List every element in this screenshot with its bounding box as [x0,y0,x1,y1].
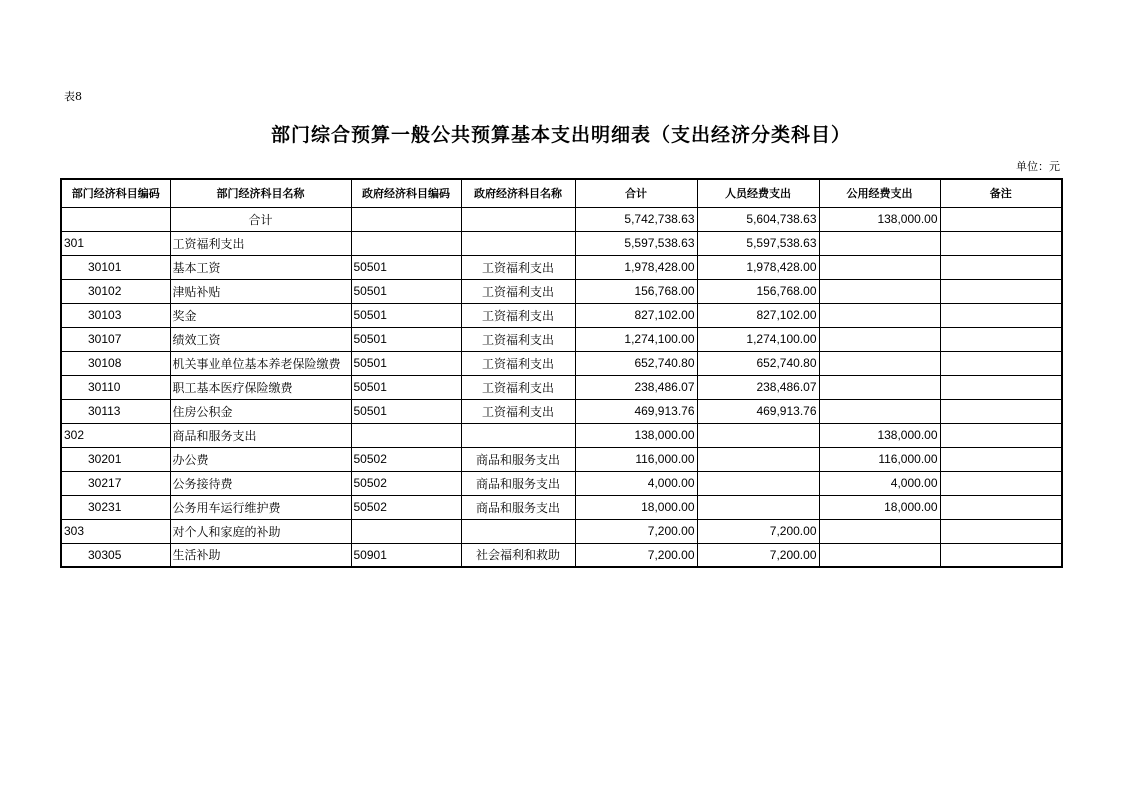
personnel-cell: 7,200.00 [697,543,819,567]
personnel-cell: 5,604,738.63 [697,207,819,231]
dept-code-cell: 30305 [61,543,170,567]
header-dept-code: 部门经济科目编码 [61,179,170,207]
gov-code-cell [351,207,461,231]
note-cell [940,351,1062,375]
table-row [61,519,1062,543]
note-cell [940,423,1062,447]
dept-name-cell: 办公费 [170,447,351,471]
dept-code-cell: 30217 [61,471,170,495]
personnel-cell: 652,740.80 [697,351,819,375]
total-cell: 7,200.00 [575,543,697,567]
gov-code-cell: 50502 [351,447,461,471]
header-dept-name: 部门经济科目名称 [170,179,351,207]
dept-name-cell: 机关事业单位基本养老保险缴费 [170,351,351,375]
note-cell [940,327,1062,351]
dept-code-cell: 30110 [61,375,170,399]
public-cell: 18,000.00 [819,495,940,519]
note-cell [940,495,1062,519]
table-row [61,279,1062,303]
total-cell: 1,978,428.00 [575,255,697,279]
dept-name-cell: 绩效工资 [170,327,351,351]
personnel-cell: 238,486.07 [697,375,819,399]
note-cell [940,471,1062,495]
dept-name-cell: 津贴补贴 [170,279,351,303]
page-title: 部门综合预算一般公共预算基本支出明细表（支出经济分类科目） [270,124,851,146]
gov-code-cell [351,519,461,543]
gov-name-cell: 工资福利支出 [461,279,575,303]
dept-name-cell: 住房公积金 [170,399,351,423]
gov-name-cell: 工资福利支出 [461,399,575,423]
dept-name-cell: 职工基本医疗保险缴费 [170,375,351,399]
table-header-row [61,179,1062,207]
note-cell [940,279,1062,303]
note-cell [940,519,1062,543]
public-cell [819,375,940,399]
dept-code-cell: 301 [61,231,170,255]
expense-table [60,178,1063,568]
personnel-cell [697,423,819,447]
public-cell: 138,000.00 [819,423,940,447]
dept-code-cell: 30113 [61,399,170,423]
table-row [61,231,1062,255]
total-cell: 7,200.00 [575,519,697,543]
dept-name-cell: 商品和服务支出 [170,423,351,447]
total-cell: 18,000.00 [575,495,697,519]
personnel-cell [697,471,819,495]
personnel-cell: 5,597,538.63 [697,231,819,255]
dept-code-cell: 30231 [61,495,170,519]
table-row [61,495,1062,519]
personnel-cell: 1,978,428.00 [697,255,819,279]
gov-name-cell [461,519,575,543]
total-cell: 652,740.80 [575,351,697,375]
gov-code-cell: 50502 [351,471,461,495]
total-cell: 238,486.07 [575,375,697,399]
dept-name-cell: 公务用车运行维护费 [170,495,351,519]
public-cell [819,519,940,543]
public-cell [819,327,940,351]
header-gov-code: 政府经济科目编码 [351,179,461,207]
gov-name-cell [461,207,575,231]
public-cell [819,231,940,255]
header-personnel: 人员经费支出 [697,179,819,207]
dept-code-cell: 30101 [61,255,170,279]
table-row [61,447,1062,471]
personnel-cell [697,495,819,519]
total-cell: 5,742,738.63 [575,207,697,231]
table-row [61,399,1062,423]
public-cell [819,543,940,567]
public-cell [819,399,940,423]
dept-name-cell: 合计 [170,207,351,231]
note-cell [940,447,1062,471]
header-note: 备注 [940,179,1062,207]
unit-label: 单位：元 [1016,160,1060,173]
dept-name-cell: 基本工资 [170,255,351,279]
total-cell: 469,913.76 [575,399,697,423]
table-row [61,543,1062,567]
table-number: 表8 [64,90,82,103]
dept-code-cell: 30107 [61,327,170,351]
public-cell [819,303,940,327]
gov-code-cell: 50501 [351,255,461,279]
public-cell [819,351,940,375]
dept-name-cell: 公务接待费 [170,471,351,495]
gov-name-cell: 商品和服务支出 [461,447,575,471]
total-cell: 1,274,100.00 [575,327,697,351]
gov-code-cell: 50502 [351,495,461,519]
gov-code-cell: 50901 [351,543,461,567]
public-cell [819,279,940,303]
gov-code-cell [351,231,461,255]
gov-name-cell [461,423,575,447]
table-row [61,375,1062,399]
total-cell: 156,768.00 [575,279,697,303]
note-cell [940,255,1062,279]
note-cell [940,399,1062,423]
table-row [61,255,1062,279]
dept-name-cell: 奖金 [170,303,351,327]
dept-code-cell: 30103 [61,303,170,327]
total-cell: 5,597,538.63 [575,231,697,255]
public-cell: 138,000.00 [819,207,940,231]
personnel-cell: 469,913.76 [697,399,819,423]
dept-code-cell: 302 [61,423,170,447]
table-row [61,303,1062,327]
note-cell [940,375,1062,399]
total-cell: 4,000.00 [575,471,697,495]
gov-name-cell: 工资福利支出 [461,351,575,375]
table-row [61,327,1062,351]
gov-name-cell: 社会福利和救助 [461,543,575,567]
gov-code-cell [351,423,461,447]
header-public: 公用经费支出 [819,179,940,207]
table-row [61,351,1062,375]
personnel-cell: 827,102.00 [697,303,819,327]
gov-name-cell: 工资福利支出 [461,375,575,399]
gov-code-cell: 50501 [351,375,461,399]
public-cell: 4,000.00 [819,471,940,495]
dept-name-cell: 工资福利支出 [170,231,351,255]
total-cell: 116,000.00 [575,447,697,471]
dept-name-cell: 对个人和家庭的补助 [170,519,351,543]
dept-code-cell: 30201 [61,447,170,471]
dept-code-cell: 303 [61,519,170,543]
note-cell [940,303,1062,327]
gov-name-cell: 商品和服务支出 [461,495,575,519]
gov-name-cell: 工资福利支出 [461,327,575,351]
gov-code-cell: 50501 [351,399,461,423]
gov-name-cell: 工资福利支出 [461,255,575,279]
public-cell [819,255,940,279]
personnel-cell: 156,768.00 [697,279,819,303]
gov-code-cell: 50501 [351,327,461,351]
total-cell: 138,000.00 [575,423,697,447]
dept-name-cell: 生活补助 [170,543,351,567]
gov-name-cell [461,231,575,255]
header-gov-name: 政府经济科目名称 [461,179,575,207]
dept-code-cell: 30108 [61,351,170,375]
table-row [61,423,1062,447]
personnel-cell [697,447,819,471]
note-cell [940,543,1062,567]
header-total: 合计 [575,179,697,207]
table-row [61,471,1062,495]
public-cell: 116,000.00 [819,447,940,471]
dept-code-cell: 30102 [61,279,170,303]
table-row [61,207,1062,231]
personnel-cell: 7,200.00 [697,519,819,543]
note-cell [940,231,1062,255]
gov-code-cell: 50501 [351,351,461,375]
gov-code-cell: 50501 [351,279,461,303]
dept-code-cell [61,207,170,231]
note-cell [940,207,1062,231]
gov-name-cell: 商品和服务支出 [461,471,575,495]
total-cell: 827,102.00 [575,303,697,327]
gov-code-cell: 50501 [351,303,461,327]
personnel-cell: 1,274,100.00 [697,327,819,351]
gov-name-cell: 工资福利支出 [461,303,575,327]
